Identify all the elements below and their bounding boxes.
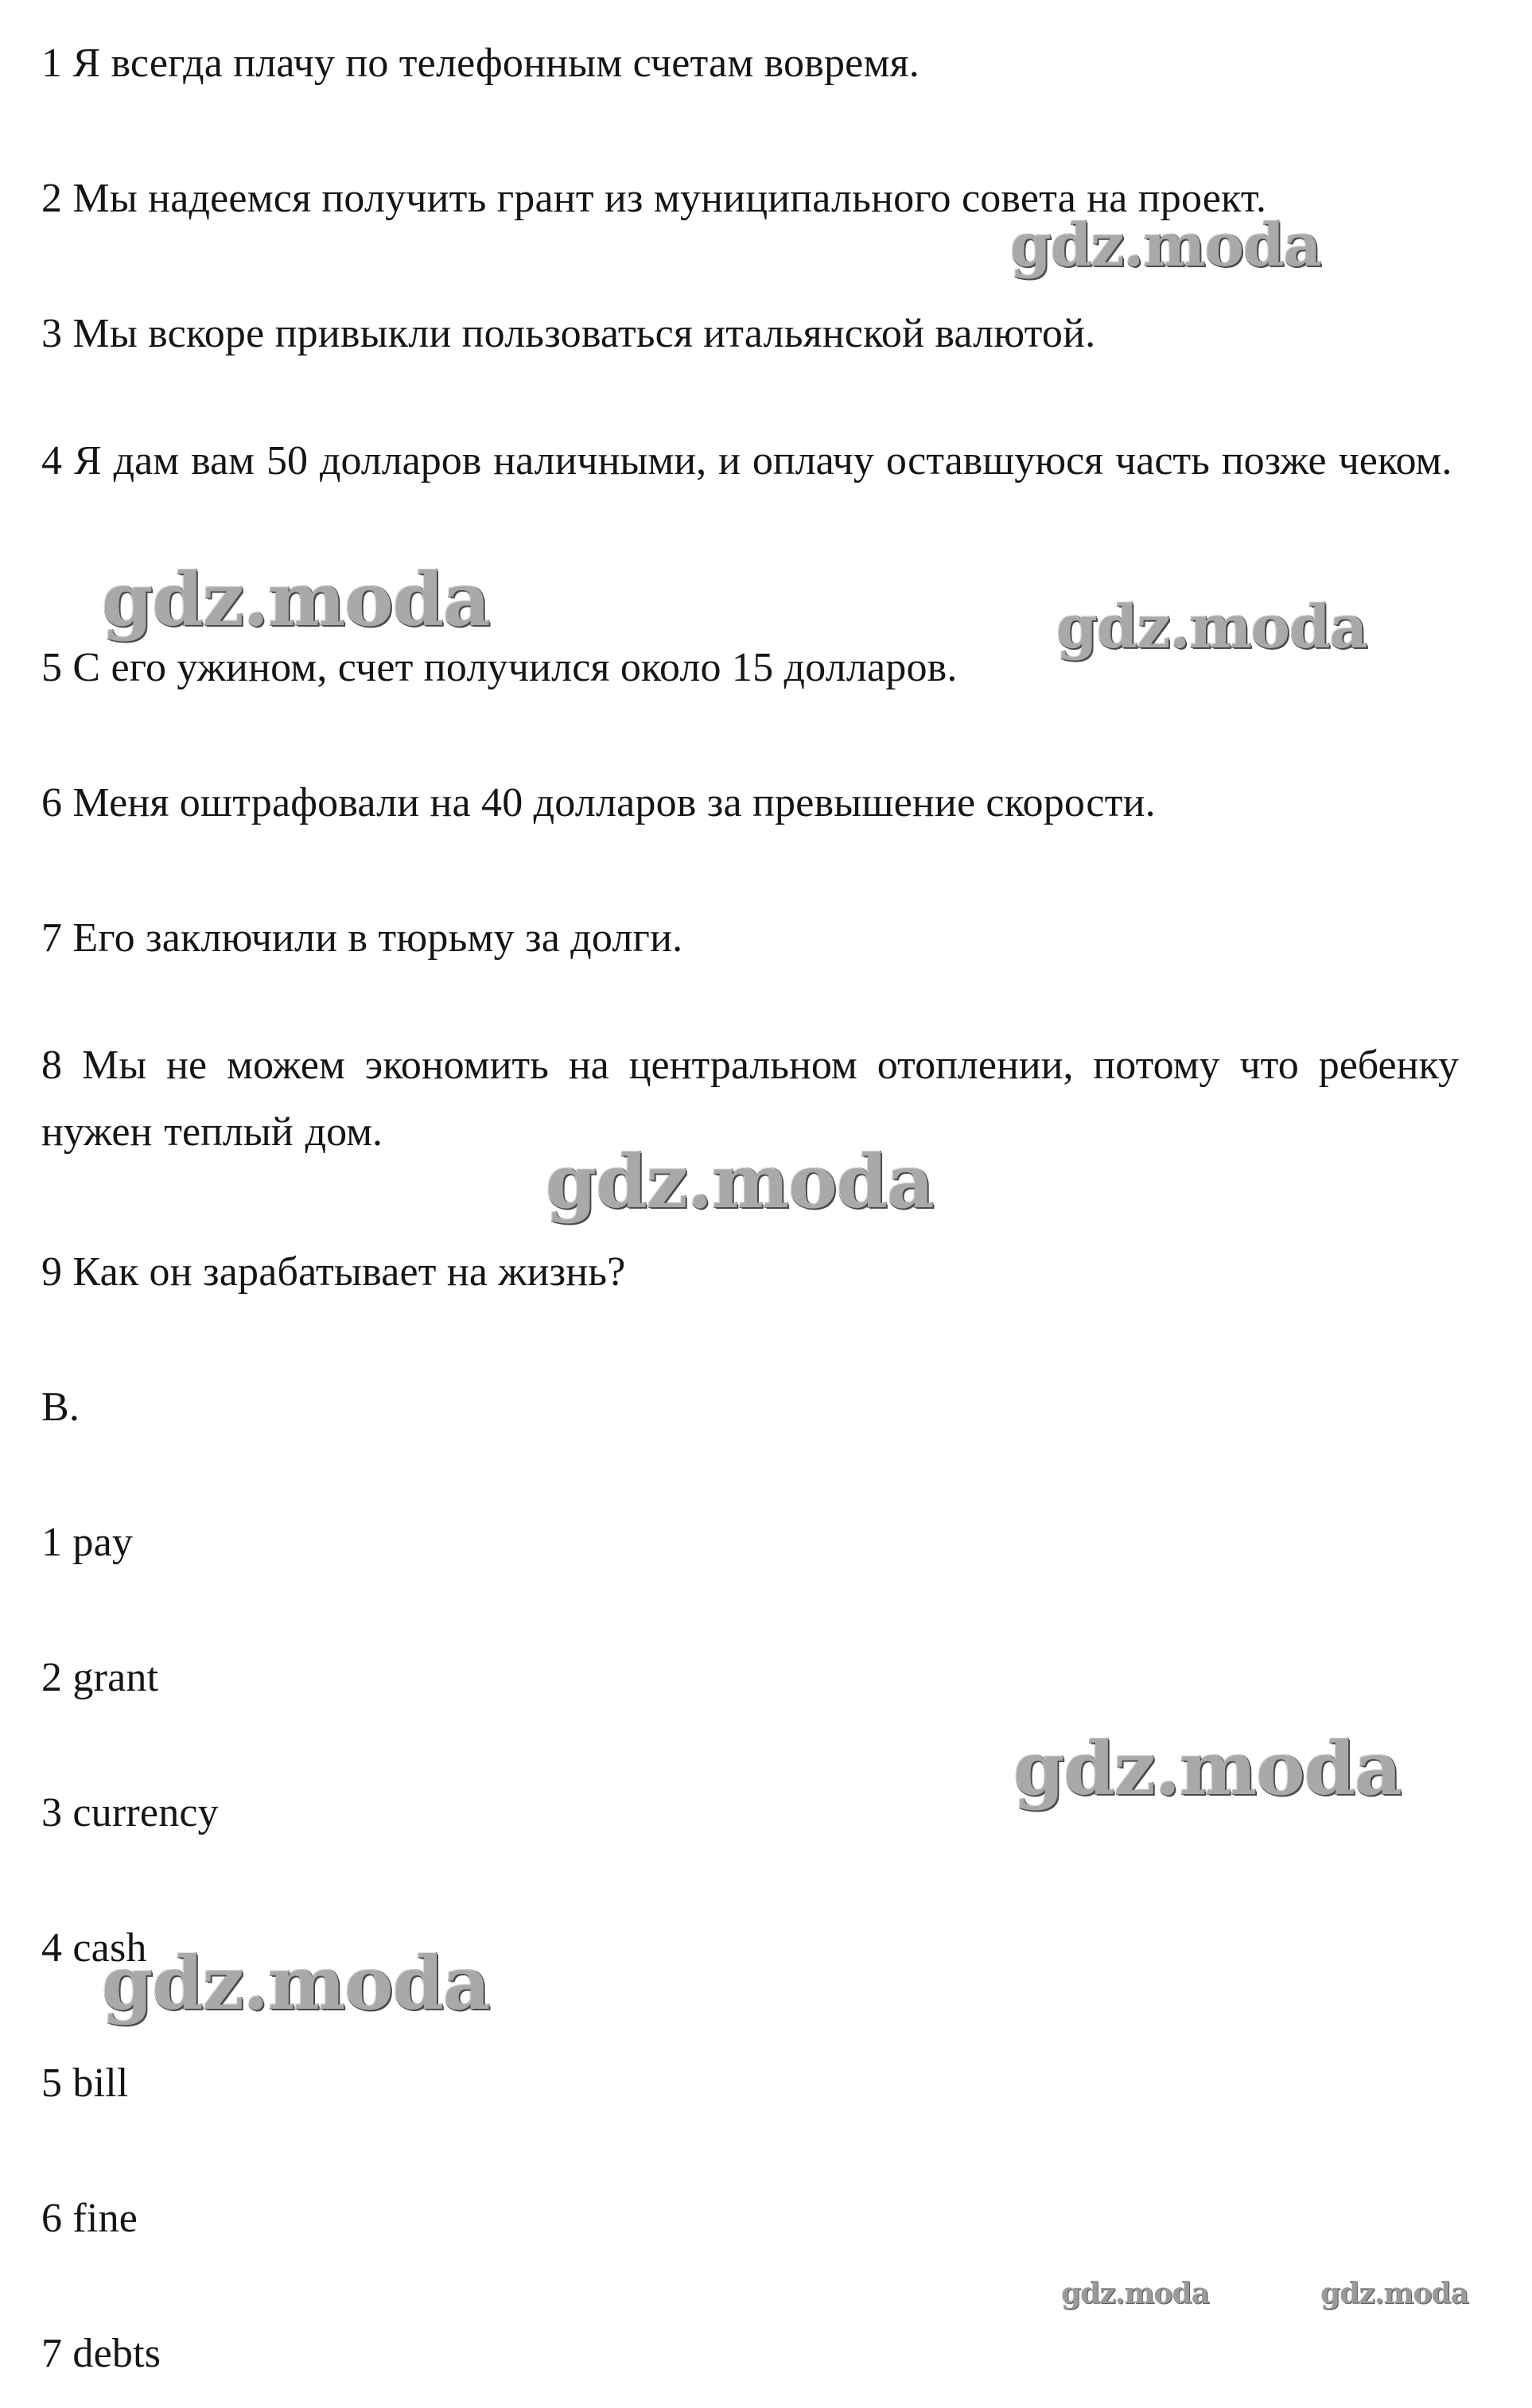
answer-2: 2 grant <box>41 1655 159 1700</box>
sentence-4: 4 Я дам вам 50 долларов наличными, и оплачу оставшуюся часть позже чеком. <box>41 438 1452 484</box>
sentence-9: 9 Как он зарабатывает на жизнь? <box>41 1249 626 1295</box>
section-label: B. <box>41 1385 80 1430</box>
watermark: gdz.moda <box>102 1940 490 2026</box>
sentence-6: 6 Меня оштрафовали на 40 долларов за превышение скорости. <box>41 780 1156 825</box>
sentence-3: 3 Мы вскоре привыкли пользоваться итальянской валютой. <box>41 311 1096 356</box>
watermark: gdz.moda <box>1013 1726 1402 1812</box>
watermark: gdz.moda <box>1061 2277 1209 2310</box>
answer-5: 5 bill <box>41 2060 129 2106</box>
watermark: gdz.moda <box>102 557 490 643</box>
sentence-7: 7 Его заключили в тюрьму за долги. <box>41 915 683 961</box>
sentence-2: 2 Мы надеемся получить грант из муниципального совета на проект. <box>41 176 1267 221</box>
sentence-8: 8 Мы не можем экономить на центральном отоплении, потому что ребенку нужен теплый дом. <box>41 1043 1459 1155</box>
answer-7: 7 debts <box>41 2331 161 2376</box>
sentence-5: 5 С его ужином, счет получился около 15 долларов. <box>41 645 958 690</box>
answer-4: 4 cash <box>41 1925 147 1971</box>
watermark: gdz.moda <box>1320 2277 1468 2310</box>
watermark: gdz.moda <box>546 1139 934 1225</box>
answer-6: 6 fine <box>41 2196 138 2241</box>
answer-1: 1 pay <box>41 1520 134 1565</box>
sentence-1: 1 Я всегда плачу по телефонным счетам вовремя. <box>41 41 920 86</box>
watermark: gdz.moda <box>1010 212 1321 280</box>
answer-3: 3 currency <box>41 1790 219 1835</box>
watermark: gdz.moda <box>1056 593 1367 662</box>
